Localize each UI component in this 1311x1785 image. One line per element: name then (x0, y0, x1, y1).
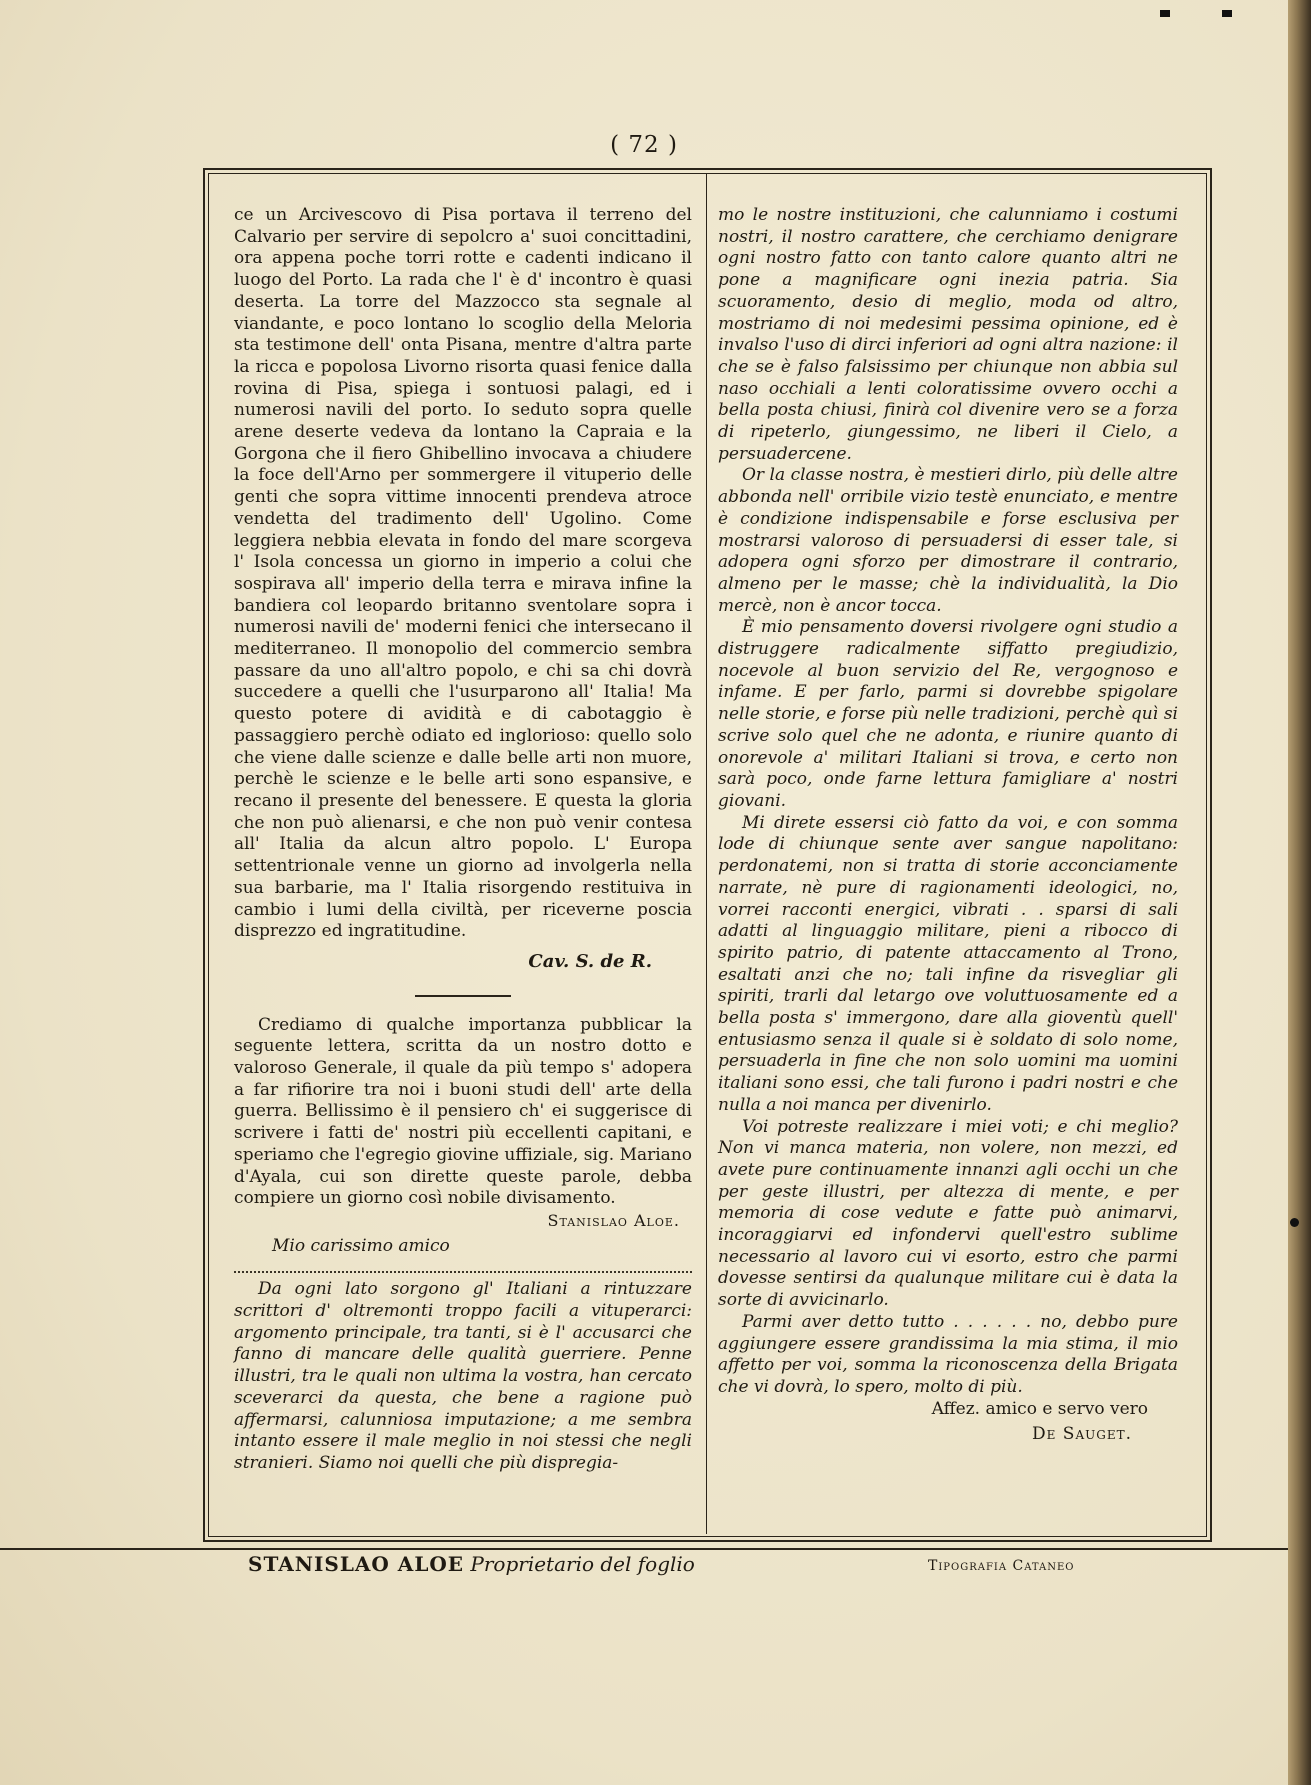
letter-signature: De Sauget. (1032, 1424, 1132, 1445)
letter-opening: Da ogni lato sorgono gl' Italiani a rintuzzare scrittori d' oltremonti troppo facili a vituperarci: argomento principale, tra tanti, si è l' accusarci che fanno di mancare delle qualità guerriere. Penne illustri, tra le quali non ultima la vostra, han cercato sceverarci da questa, che bene a ragione può affermarsi, calunniosa imputazione; a me sembra intanto essere il male meglio in noi stessi che negli stranieri. Siamo noi quelli che più dispregia- (234, 1279, 692, 1473)
letter-paragraph: mo le nostre instituzioni, che calunniamo i costumi nostri, il nostro carattere, che cerchiamo denigrare ogni nostro fatto con tanto calore quanto altri ne pone a magnificare ogni inezia patria. Sia scuoramento, desio di meglio, moda od altro, mostriamo di noi medesimi pessima opinione, ed è invalso l'uso di dirci inferiori ad ogni altra nazione: il che se è falso falsissimo per chiunque non abbia sul naso occhiali a lenti coloratissime ovvero occhi a bella posta chiusi, finirà col divenire vero se a forza di ripeterlo, giungessimo, ne liberi il Cielo, a persuadercene. (718, 205, 1178, 464)
letter-closing: Affez. amico e servo vero (931, 1398, 1148, 1419)
page-number: ( 72 ) (610, 132, 678, 158)
scan-mark (1222, 10, 1232, 17)
column-divider (706, 174, 707, 1534)
letter-paragraph: È mio pensamento doversi rivolgere ogni studio a distruggere radicalmente siffatto pregiudizio, nocevole al buon servizio del Re, vergognoso e infame. E per farlo, parmi si dovrebbe spigolare nelle storie, e forse più nelle tradizioni, perchè quì si scrive solo quel che ne adonta, e riunire quanto di onorevole a' militari Italiani si trova, e certo non sarà poco, onde farne lettura famigliare a' nostri giovani. (718, 617, 1178, 811)
proprietor-name: STANISLAO ALOE (248, 1552, 465, 1576)
left-column (234, 205, 692, 1475)
letter-paragraph: Parmi aver detto tutto . . . . . . no, debbo pure aggiungere essere grandissima la mia stima, il mio affetto per voi, somma la riconoscenza della Brigata che vi dovrà, lo spero, molto di più. (718, 1311, 1178, 1397)
letter-paragraph: Mi direte essersi ciò fatto da voi, e con somma lode di chiunque sente aver sangue napolitano: perdonatemi, non si tratta di storie acconciamente narrate, nè pure di ragionamenti ideologici, no, vorrei racconti energici, vibrati . . sparsi di sali adatti al linguaggio militare, pieni a ribocco di spirito patrio, di patente attaccamento al Trono, esaltati anzi che no; tali infine da risvegliar gli spiriti, trarli dal letargo ove voluttuosamente ed a bella posta s' immergono, dare alla gioventù quell' entusiasmo senza il quale si è soldato di solo nome, persuaderla in fine che non solo uomini ma uomini italiani sono essi, che tali furono i padri nostri e che nulla a noi manca per divenirlo. (718, 812, 1178, 1115)
margin-dot (1290, 1218, 1299, 1227)
footer-printer: Tipografia Cataneo (928, 1558, 1075, 1574)
scan-mark (1160, 10, 1170, 17)
book-spine (1288, 0, 1311, 1785)
letter-paragraph: Or la classe nostra, è mestieri dirlo, più delle altre abbonda nell' orribile vizio testè enunciato, e mentre è condizione indispensabile e forse esclusiva per mostrarsi valoroso di persuadersi di esser tale, si adopera ogni sforzo per dimostrare il contrario, almeno per le masse; chè la individualità, la Dio mercè, non è ancor tocca. (718, 465, 1178, 616)
proprietor-role: Proprietario del foglio (470, 1552, 695, 1576)
right-column (718, 205, 1178, 1446)
letter-paragraph: Voi potreste realizzare i miei voti; e chi meglio? Non vi manca materia, non volere, non mezzi, ed avete pure continuamente innanzi agli occhi un che per geste illustri, per altezza di mente, e per memoria di cose vedute e fatte può animarvi, incoraggiarvi ed infondervi quell'estro sublime necessario al lavoro cui vi esorto, estro che parmi dovesse sentirsi da qualunque militare cui è data la sorte di avvicinarlo. (718, 1116, 1178, 1311)
introduction-signature: Stanislao Aloe. (547, 1210, 680, 1230)
footer-proprietor (248, 1552, 695, 1576)
section-separator (415, 995, 511, 997)
footer-rule (0, 1548, 1288, 1550)
article-signature: Cav. S. de R. (528, 950, 652, 972)
letter-introduction: Crediamo di qualche importanza pubblicar la seguente lettera, scritta da un nostro dotto e valoroso Generale, il quale da più tempo s' adopera a far rifiorire tra noi i buoni studi dell' arte della guerra. Bellissimo è il pensiero ch' ei suggerisce di scrivere i fatti de' nostri più eccellenti capitani, e speriamo che l'egregio giovine uffiziale, sig. Mariano d'Ayala, cui son dirette queste parole, debba compiere un giorno così nobile divisamento. (234, 1014, 692, 1209)
article-continuation: ce un Arcivescovo di Pisa portava il terreno del Calvario per servire di sepolcro a' suoi concittadini, ora appena poche torri rotte e cadenti indicano il luogo del Porto. La rada che l' è d' incontro è quasi deserta. La torre del Mazzocco sta segnale al viandante, e poco lontano lo scoglio della Meloria sta testimone dell' onta Pisana, mentre d'altra parte la ricca e popolosa Livorno risorta quasi fenice dalla rovina di Pisa, spiega i sontuosi palagi, ed i numerosi navili del porto. Io seduto sopra quelle arene deserte vedeva da lontano la Capraia e la Gorgona che il fiero Ghibellino invocava a chiudere la foce dell'Arno per sommergere il vituperio delle genti che sopra vittime innocenti prendeva atroce vendetta del tradimento dell' Ugolino. Come leggiera nebbia elevata in fondo del mare scorgeva l' Isola concessa un giorno in imperio a colui che sospirava all' imperio della terra e mirava infine la bandiera col leopardo britanno sventolare sopra i numerosi navili de' moderni fenici che intersecano il mediterraneo. Il monopolio del commercio sembra passare da uno all'altro popolo, e chi sa chi dovrà succedere a quelli che l'usurparono all' Italia! Ma questo potere di avidità e di cabotaggio è passaggiero perchè odiato ed inglorioso: quello solo che viene dalle scienze e dalle belle arti non muore, perchè le scienze e le belle arti sono espansive, e recano il presente del benessere. E questa la gloria che non può alienarsi, e che non può venir contesa all' Italia da alcun altro popolo. L' Europa settentrionale venne un giorno ad involgerla nella sua barbarie, ma l' Italia risorgendo restituiva in cambio i lumi della civiltà, per riceverne poscia disprezzo ed ingratitudine. (234, 205, 692, 942)
dotted-separator (234, 1271, 692, 1273)
letter-salutation: Mio carissimo amico (272, 1235, 450, 1256)
